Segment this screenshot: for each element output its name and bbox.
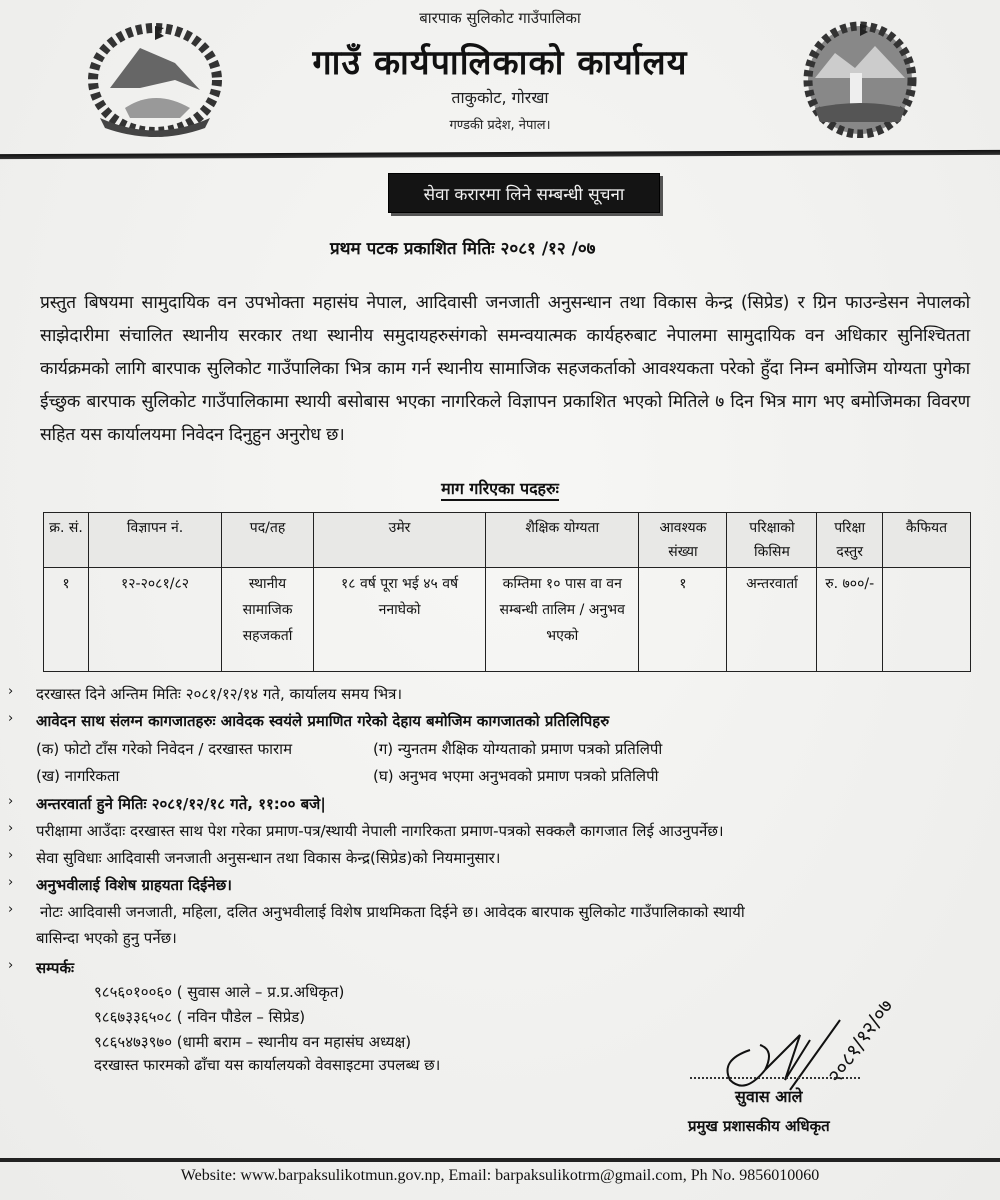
nepal-emblem-icon (80, 18, 230, 138)
municipality-name: बारपाक सुलिकोट गाउँपालिका (419, 9, 581, 27)
col-post: पद/तह (222, 513, 314, 568)
bullet-arrow-icon: › (8, 958, 14, 973)
contact-item: ९८६५४७३९७० (धामी बराम – स्थानीय वन महासंघ अध्यक्ष) (94, 1033, 412, 1051)
contact-list (94, 980, 411, 1055)
document-gha: (घ) अनुभव भएमा अनुभवको प्रमाण पत्रको प्रतिलिपी (373, 767, 659, 785)
posts-heading: माग गरिएका पदहरुः (0, 477, 1000, 499)
office-address: ताकुकोट, गोरखा (451, 88, 549, 107)
col-remarks: कैफियत (882, 513, 970, 568)
bullet-arrow-icon: › (8, 794, 14, 809)
col-exam-type: परिक्षाको किसिम (727, 513, 817, 568)
col-qualification: शैक्षिक योग्यता (485, 513, 638, 568)
footer-contact: Website: www.barpaksulikotmun.gov.np, Email: barpaksulikotrm@gmail.com, Ph No. 9856010060 (180, 1167, 820, 1184)
office-name: गाउँ कार्यपालिकाको कार्यालय (312, 43, 688, 83)
notice-body: प्रस्तुत बिषयमा सामुदायिक वन उपभोक्ता महासंघ नेपाल, आदिवासी जनजाती अनुसन्धान तथा विकास केन्द्र (सिप्रेड) र ग्रिन फाउन्डेसन नेपालको साझेदारीमा संचालित स्थानीय सरकार तथा स्थानीय समुदायहरुसंगको समन्वयात्मक कार्यहरुबाट नेपालमा सामुदायिक वन अधिकार सुनिश्चितता कार्यक्रमको लागि बारपाक सुलिकोट गाउँपालिका भित्र काम गर्न स्थानीय सामाजिक सहजकर्ताको आवश्यकता परेको हुँदा निम्न बमोजिम योग्यता पुगेका ईच्छुक बारपाक सुलिकोट गाउँपालिकामा स्थायी बसोबास भएका नागरिकले विज्ञापन प्रकाशित भएको मितिले ७ दिन भित्र माग भए बमोजिमका विवरण सहित यस कार्यालयमा निवेदन दिनुहुन अनुरोध छ। (40, 293, 970, 445)
posts-table (43, 512, 971, 672)
cell-required-number: १ (639, 568, 727, 672)
contact-item: ९८५६०१००६० ( सुवास आले – प्र.प्र.अधिकृत) (94, 983, 345, 1001)
cell-post: स्थानीय सामाजिक सहजकर्ता (222, 568, 314, 672)
bullet-arrow-icon: › (8, 821, 14, 836)
col-required-number: आवश्यक संख्या (639, 513, 727, 568)
letterhead (0, 0, 1000, 155)
table-header-row (44, 513, 971, 568)
col-exam-fee: परिक्षा दस्तुर (817, 513, 882, 568)
notice-document: बारपाक सुलिकोट गाउँपालिका गाउँ कार्यपालिकाको कार्यालय ताकुकोट, गोरखा गण्डकी प्रदेश, नेपाल। सेवा करारमा लिने सम्बन्धी सूचना प्रथम पटक प्रकाशित मितिः २०८१ /१२ /०७ प्रस्तुत बिषयमा सामुदायिक वन उपभोक्ता महासंघ नेपाल, आदिवासी जनजाती अनुसन्धान तथा विकास केन्द्र (सिप्रेड) र ग्रिन फाउन्डेसन नेपालको साझेदारीमा संचालित स्थानीय सरकार तथा स्थानीय समुदायहरुसंगको समन्वयात्मक कार्यहरुबाट नेपालमा सामुदायिक वन अधिकार सुनिश्चितता कार्यक्रमको लागि बारपाक सुलिकोट गाउँपालिका भित्र काम गर्न स्थानीय सामाजिक सहजकर्ताको आवश्यकता परेको हुँदा निम्न बमोजिम योग्यता पुगेका ईच्छुक बारपाक सुलिकोट गाउँपालिकामा स्थायी बसोबास भएका नागरिकले विज्ञापन प्रकाशित भएको मितिले ७ दिन भित्र माग भए बमोजिमका विवरण सहित यस कार्यालयमा निवेदन दिनुहुन अनुरोध छ। माग गरिएका पदहरुः क्र. सं. विज्ञापन नं. पद/तह उमेर शैक्षिक योग्यता आवश्यक संख्या परिक्षाको किसिम परिक्षा दस्तुर कैफियत १ १२-२०८१/८२ स्थानीय सामाजिक सहजकर्ता १८ वर्ष पूरा भई ४५ वर्ष ननाघेको कम्तिमा १० पास वा वन सम्बन्धी तालिम / अनुभव भएको १ अन्तरवार्ता रु. ७००/- › दरखास्त दिने अन्तिम मितिः २०८१/१२/१४ गते, कार्यालय समय भित्र। › आवेदन साथ संलग्न कागजातहरुः आवेदक स्वयंले प्रमाणित गरेको देहाय बमोजिम कागजातको प्रतिलिपिहरु (क) फोटो टाँस गरेको निवेदन / दरखास्त फाराम (ग) न्युनतम शैक्षिक योग्यताको प्रमाण पत्रको प्रतिलिपी (ख) नागरिकता (घ) अनुभव भएमा अनुभवको प्रमाण पत्रको प्रतिलिपी › अन्तरवार्ता हुने मितिः २०८१/१२/१८ गते, ११:०० बजे| › परीक्षामा आउँदाः दरखास्त साथ पेश गरेका प्रमाण-पत्र/स्थायी नेपाली नागरिकता प्रमाण-पत्रको सक्कलै कागजात लिई आउनुपर्नेछ। › सेवा सुविधाः आदिवासी जनजाती अनुसन्धान तथा विकास केन्द्र(सिप्रेड)को नियमानुसार। › अनुभवीलाई विशेष ग्राहयता दिईनेछ। › नोटः आदिवासी जनजाती, महिला, दलित अनुभवीलाई विशेष प्राथमिकता दिईने छ। आवेदक बारपाक सुलिकोट गाउँपालिकाको स्थायी बासिन्दा भएको हुनु पर्नेछ। › सम्पर्कः ९८५६०१००६० ( सुवास आले – प्र.प्र.अधिकृत) ९८६७३३६५०८ ( नविन पौडेल – सिप्रेड) ९८६५४७३९७० (धामी बराम – स्थानीय वन महासंघ अध्यक्ष) दरखास्त फारमको ढाँचा यस कार्यालयको वेवसाइटमा उपलब्ध छ। २०८१/१२/०७ सुवास आले प्रमुख प्रशासकीय अधिकृत Website: www.barpaksulikotmun.gov.np, Email: barpaksulikotrm@gmail.com, Ph No. 9856010060 (0, 0, 1000, 1200)
bullet-arrow-icon: › (8, 902, 14, 917)
bullet-arrow-icon: › (8, 848, 14, 863)
signature-icon (690, 990, 940, 1120)
footer-divider (0, 1158, 1000, 1162)
cell-age: १८ वर्ष पूरा भई ४५ वर्ष ननाघेको (314, 568, 486, 672)
cell-remarks (882, 568, 970, 672)
cell-qualification: कम्तिमा १० पास वा वन सम्बन्धी तालिम / अनुभव भएको (485, 568, 638, 672)
form-availability-note: दरखास्त फारमको ढाँचा यस कार्यालयको वेवसाइटमा उपलब्ध छ। (94, 1056, 441, 1074)
header-divider (0, 150, 1000, 159)
signatory-name: सुवास आले (735, 1087, 803, 1106)
cell-exam-type: अन्तरवार्ता (727, 568, 817, 672)
bullet-arrow-icon: › (8, 711, 14, 726)
document-ka: (क) फोटो टाँस गरेको निवेदन / दरखास्त फाराम (36, 740, 293, 758)
notice-title: सेवा करारमा लिने सम्बन्धी सूचना (388, 173, 660, 213)
document-ga: (ग) न्युनतम शैक्षिक योग्यताको प्रमाण पत्रको प्रतिलिपी (373, 740, 663, 758)
cell-ad-no: १२-२०८१/८२ (89, 568, 222, 672)
col-age: उमेर (314, 513, 486, 568)
contact-item: ९८६७३३६५०८ ( नविन पौडेल – सिप्रेड) (94, 1008, 306, 1026)
signatory-title: प्रमुख प्रशासकीय अधिकृत (688, 1117, 830, 1135)
col-ad-no: विज्ञापन नं. (89, 513, 222, 568)
municipality-logo-icon (800, 18, 920, 138)
document-kha: (ख) नागरिकता (36, 767, 120, 785)
table-row (44, 568, 971, 672)
province: गण्डकी प्रदेश, नेपाल। (449, 118, 551, 133)
bullet-arrow-icon: › (8, 875, 14, 890)
published-date: प्रथम पटक प्रकाशित मितिः २०८१ /१२ /०७ (330, 239, 596, 259)
cell-exam-fee: रु. ७००/- (817, 568, 882, 672)
svg-text:२०८१/१२/०७: २०८१/१२/०७ (822, 994, 898, 1088)
note-continuation: बासिन्दा भएको हुनु पर्नेछ। (36, 929, 177, 947)
col-sn: क्र. सं. (44, 513, 89, 568)
bullet-arrow-icon: › (8, 684, 14, 699)
cell-sn: १ (44, 568, 89, 672)
signature-line (690, 1077, 860, 1079)
